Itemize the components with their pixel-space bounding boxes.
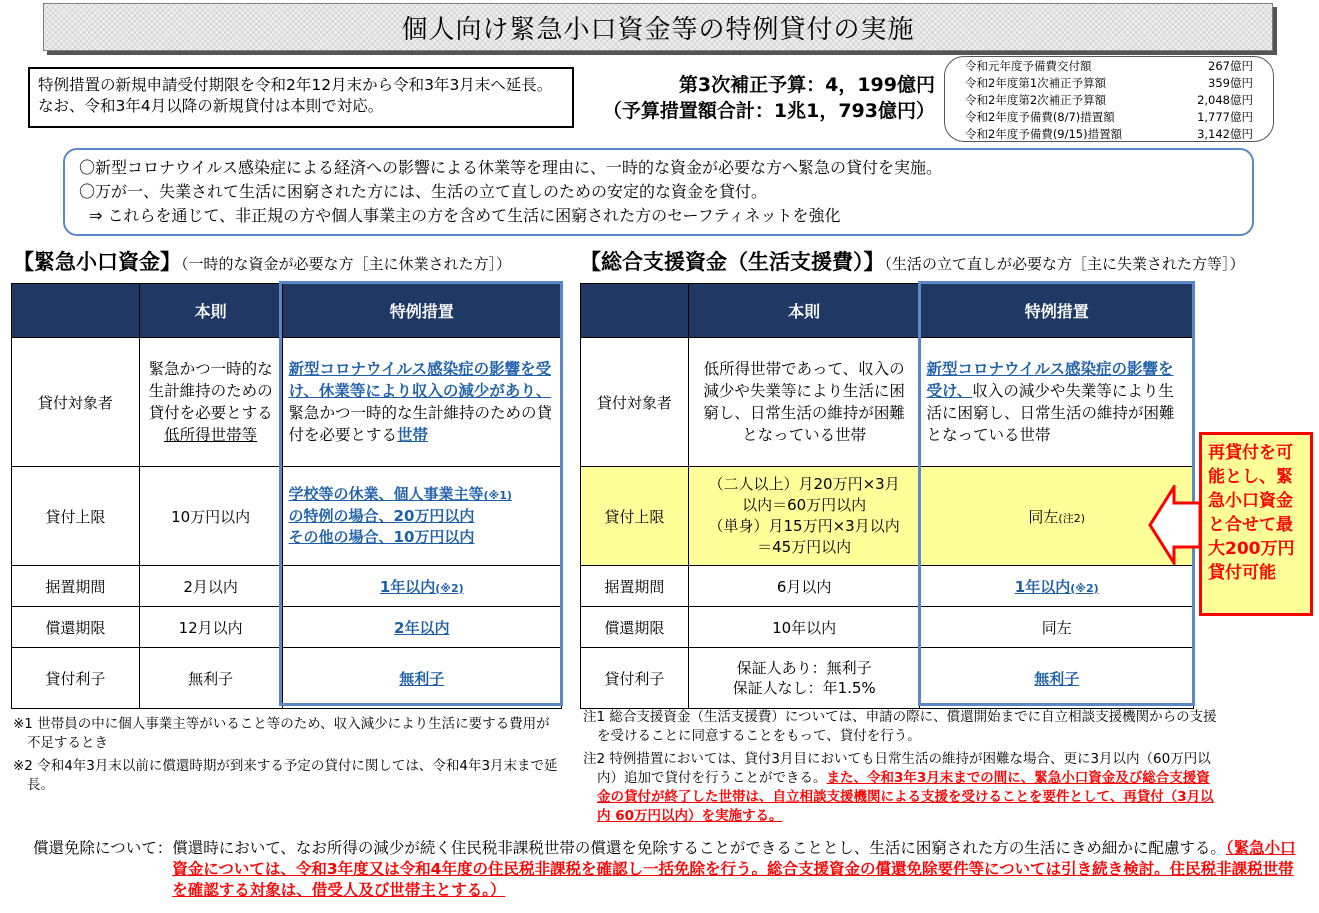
table-row [12, 648, 562, 709]
notice-text: 特例措置の新規申請受付期限を令和2年12月末から令和3年3月末へ延長。なお、令和3年4月以降の新規貸付は本則で対応。 [38, 76, 553, 115]
footer-text: 償還時において、なお所得の減少が続く住民税非課税世帯の償還を免除することができることとし、生活に困窮された方の生活にきめ細かに配慮する。 [172, 839, 1226, 857]
budget-detail-value: 359億円 [1208, 76, 1253, 90]
footer-red-text: （緊急小口資金については、令和3年度又は令和4年度の住民税非課税を確認し一括免除を行う。総合支援資金の償還免除要件等については引き続き検討。住民税非課税世帯を確認する対象は、借受人及び世帯主とする。） [172, 839, 1296, 899]
note-right-1: 注1 総合支援資金（生活支援費）については、申請の際に、償還開始までに自立相談支援機関からの支援を受けることに同意することをもって、貸付を行う。 [583, 709, 1217, 744]
cell-special [282, 607, 562, 648]
cell-note: (※2) [435, 581, 464, 595]
page-title [43, 3, 1273, 51]
budget-detail-label: 令和2年度予備費(8/7)措置額 [965, 110, 1115, 124]
cell-special [282, 566, 562, 607]
budget-detail-row [965, 92, 1253, 109]
row-label: 貸付上限 [581, 467, 689, 566]
cell-link-text: その他の場合、10万円以内 [288, 528, 475, 546]
summary-line-2: 〇万が一、失業されて生活に困窮された方には、生活の立て直しのための安定的な資金を貸付。 [79, 182, 768, 201]
cell-special: 同左 [920, 607, 1194, 648]
cell-link-text: 1年以内 [379, 577, 436, 596]
header-main: 本則 [139, 284, 282, 338]
right-section-heading [580, 246, 1245, 276]
cell-text: （二人以上）月20万円×3月 [708, 475, 900, 493]
cell-main [688, 648, 920, 709]
cell-main [139, 338, 282, 467]
table-row [581, 566, 1194, 607]
footer-row [33, 838, 1303, 901]
cell-text: （単身）月15万円×3月以内 [708, 517, 900, 535]
reloan-callout [1199, 432, 1313, 616]
table-row [12, 338, 562, 467]
note-2: ※2 令和4年3月末以前に償還時期が到来する予定の貸付に関しては、令和4年3月末まで延長。 [13, 758, 558, 793]
header-main: 本則 [688, 284, 920, 338]
note-right-2-text: 注2 特例措置においては、貸付3月目においても日常生活の維持が困難な場合、更に3月以内（60万円以内）追加で貸付を行うことができる。 [583, 751, 1211, 786]
cell-main: 2月以内 [139, 566, 282, 607]
budget-detail-label: 令和2年度第1次補正予算額 [965, 76, 1107, 90]
cell-main [688, 467, 920, 566]
cell-link-text: 2年以内 [394, 618, 450, 637]
cell-link-text: 1年以内 [1014, 577, 1071, 596]
table-row [12, 607, 562, 648]
cell-text: 保証人あり：無利子 [736, 659, 872, 677]
header-blank [12, 284, 140, 338]
budget-detail-label: 令和2年度予備費(9/15)措置額 [965, 127, 1123, 141]
row-label: 償還期限 [581, 607, 689, 648]
note-1: ※1 世帯員の中に個人事業主等がいること等のため、収入減少により生活に要する費用が不足するとき [13, 716, 550, 751]
cell-main: 12月以内 [139, 607, 282, 648]
cell-main: 無利子 [139, 648, 282, 709]
header-special: 特例措置 [920, 284, 1194, 338]
page-title-text: 個人向け緊急小口資金等の特例貸付の実施 [401, 14, 915, 45]
cell-text: 以内＝60万円以内 [742, 496, 867, 514]
cell-link-text: 学校等の休業、個人事業主等 [288, 485, 484, 503]
table-header-row [12, 284, 562, 338]
note-right-2 [583, 750, 1223, 826]
cell-link-text: の特例の場合、20万円以内 [288, 507, 475, 525]
right-heading-sub: （生活の立て直しが必要な方［主に失業された方等］） [884, 255, 1245, 273]
cell-main: 6月以内 [688, 566, 920, 607]
cell-special [920, 648, 1194, 709]
row-label: 貸付上限 [12, 467, 140, 566]
cell-link-text: 世帯 [397, 426, 429, 444]
left-notes [13, 715, 558, 795]
header-blank [581, 284, 689, 338]
cell-text-underlined: 低所得世帯等 [164, 426, 258, 444]
row-label: 据置期間 [12, 566, 140, 607]
cell-special [920, 338, 1194, 467]
cell-special [282, 338, 562, 467]
cell-special [282, 648, 562, 709]
left-table [11, 283, 562, 709]
budget-detail-value: 267億円 [1208, 59, 1253, 73]
summary-line-3: ⇒ これらを通じて、非正規の方や個人事業主の方を含めて生活に困窮された方のセーフティネットを強化 [89, 206, 841, 225]
callout-text: 再貸付を可能とし、緊急小口資金と合せて最大200万円貸付可能 [1208, 443, 1295, 583]
cell-link-text: 無利子 [1034, 669, 1080, 688]
budget-detail-label: 令和元年度予備費交付額 [965, 59, 1092, 73]
cell-text: ＝45万円以内 [757, 538, 852, 556]
cell-special [920, 566, 1194, 607]
table-row [581, 648, 1194, 709]
summary-box [63, 148, 1254, 236]
budget-detail-row [965, 58, 1253, 75]
table-row [581, 338, 1194, 467]
footer-label: 償還免除について： [33, 839, 173, 857]
header-special: 特例措置 [282, 284, 562, 338]
notice-box [28, 67, 574, 128]
cell-text: 同左 [1028, 507, 1059, 526]
cell-main: 低所得世帯であって、収入の減少や失業等により生活に困窮し、日常生活の維持が困難となっている世帯 [688, 338, 920, 467]
cell-note: (※2) [1070, 581, 1099, 595]
cell-text: 緊急かつ一時的な生計維持のための貸付を必要とする [288, 404, 553, 444]
table-row [581, 467, 1194, 566]
budget-summary [585, 72, 935, 124]
table-header-row [581, 284, 1194, 338]
left-heading-sub: （一時的な資金が必要な方［主に休業された方］） [181, 255, 512, 273]
budget-detail-value: 2,048億円 [1197, 93, 1253, 107]
row-label: 貸付対象者 [12, 338, 140, 467]
budget-detail-box [944, 56, 1274, 142]
budget-detail-row [965, 75, 1253, 92]
cell-text: 緊急かつ一時的な生計維持のための貸付を必要とする [148, 360, 273, 422]
budget-detail-value: 3,142億円 [1197, 127, 1253, 141]
cell-link-text: 新型コロナウイルス感染症の影響を受け、 [926, 360, 1174, 400]
table-row [12, 467, 562, 566]
cell-special [282, 467, 562, 566]
row-label: 貸付利子 [12, 648, 140, 709]
table-row [12, 566, 562, 607]
left-section-heading [13, 246, 511, 276]
right-notes [583, 708, 1223, 826]
budget-line-1: 第3次補正予算：4，199億円 [678, 74, 935, 96]
note-right-2-red: また、令和3年3月末までの間に、緊急小口資金及び総合支援資金の貸付が終了した世帯は、自立相談支援機関による支援を受けることを要件として、再貸付（3月以内 60万円以内）を実施する。 [597, 770, 1214, 824]
budget-detail-label: 令和2年度第2次補正予算額 [965, 93, 1107, 107]
cell-note: (※1) [483, 489, 512, 502]
budget-detail-row [965, 126, 1253, 143]
budget-detail-value: 1,777億円 [1197, 110, 1253, 124]
summary-line-1: 〇新型コロナウイルス感染症による経済への影響による休業等を理由に、一時的な資金が必要な方へ緊急の貸付を実施。 [79, 158, 943, 177]
cell-link-text: 新型コロナウイルス感染症の影響を受け、休業等により収入の減少があり、 [288, 360, 552, 400]
budget-line-2: （予算措置額合計：1兆1，793億円） [602, 100, 935, 122]
row-label: 償還期限 [12, 607, 140, 648]
row-label: 据置期間 [581, 566, 689, 607]
footer-body [172, 838, 1303, 901]
left-heading-title: 【緊急小口資金】 [13, 250, 181, 274]
budget-detail-row [965, 109, 1253, 126]
right-table [580, 283, 1194, 709]
cell-text: 収入の減少や失業等により生活に困窮し、日常生活の維持が困難となっている世帯 [926, 382, 1175, 444]
left-arrow-icon [1148, 485, 1202, 565]
right-heading-title: 【総合支援資金（生活支援費）】 [580, 250, 885, 274]
cell-link-text: 無利子 [399, 669, 445, 688]
cell-note: (注2) [1058, 511, 1086, 525]
row-label: 貸付利子 [581, 648, 689, 709]
cell-main: 10万円以内 [139, 467, 282, 566]
table-row [581, 607, 1194, 648]
cell-main: 10年以内 [688, 607, 920, 648]
cell-text: 保証人なし：年1.5% [732, 679, 876, 697]
row-label: 貸付対象者 [581, 338, 689, 467]
repayment-exemption [33, 838, 1303, 901]
